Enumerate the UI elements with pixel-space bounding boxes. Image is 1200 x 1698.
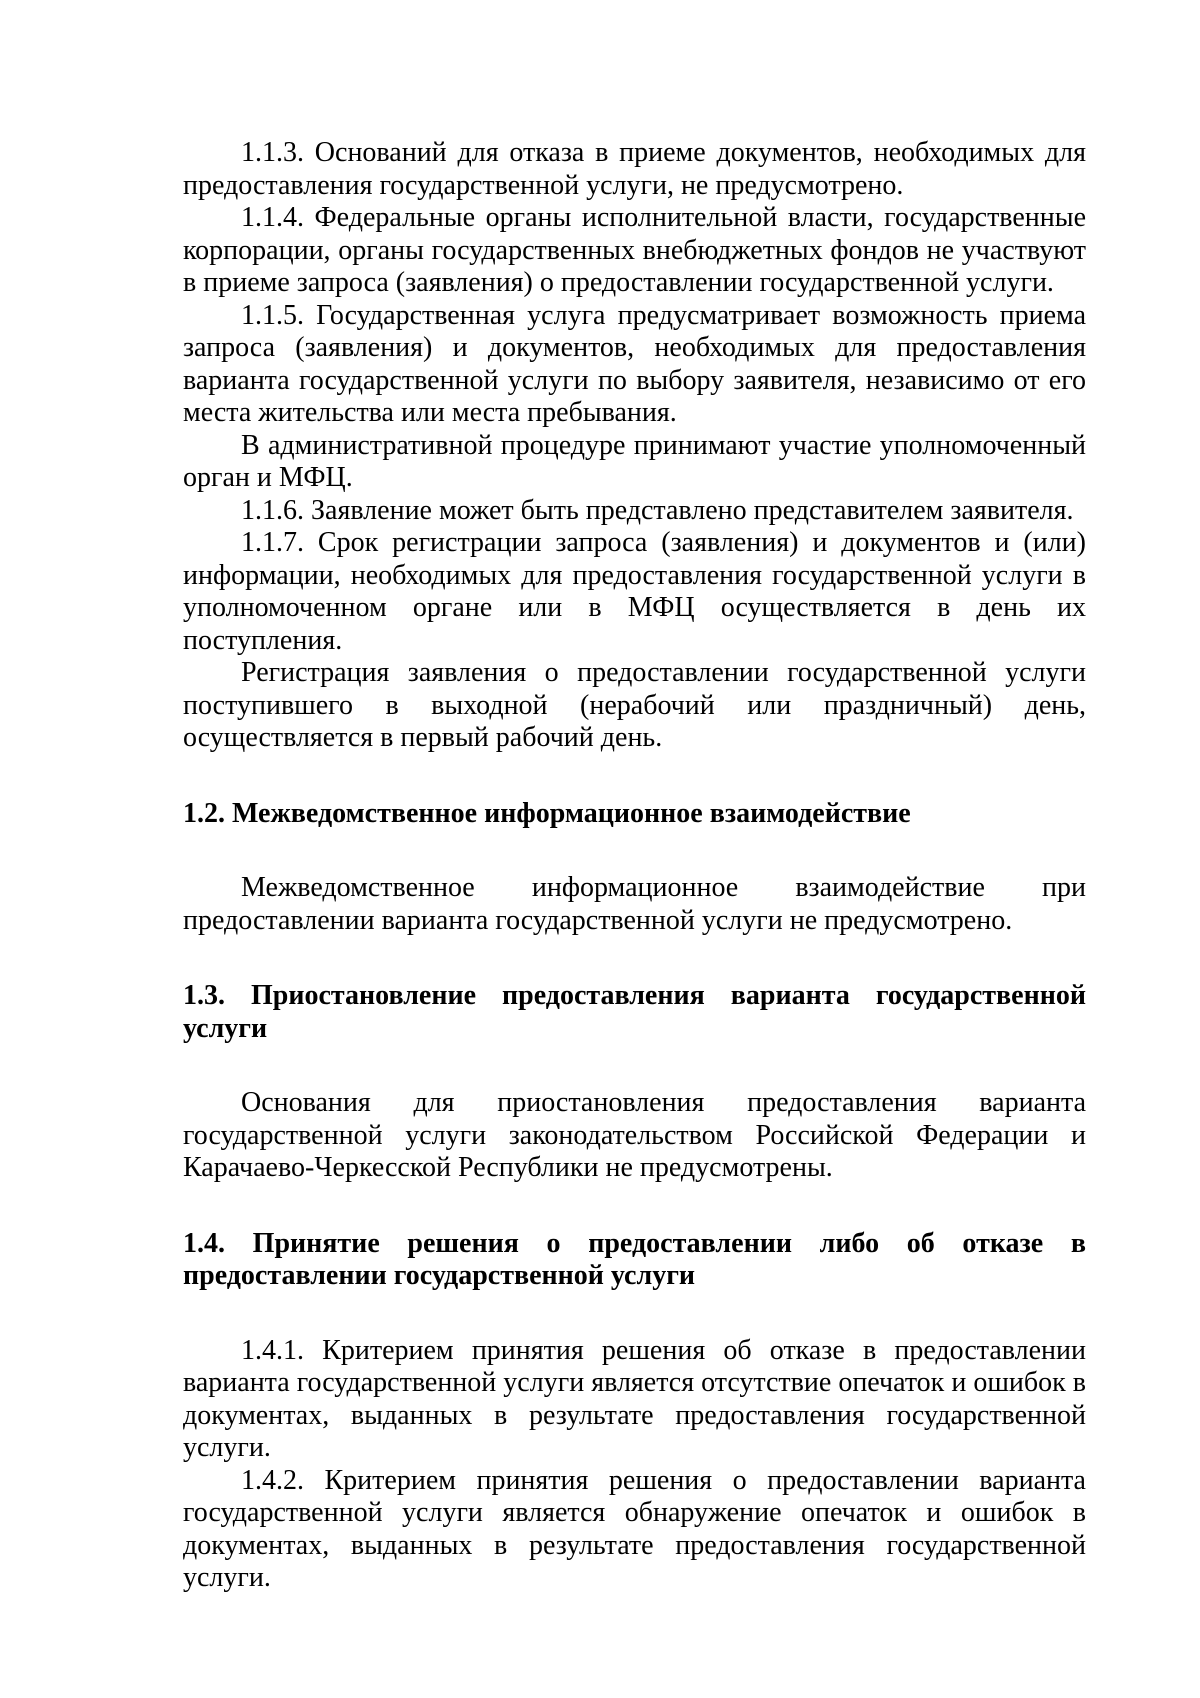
paragraph-1-1-3: 1.1.3. Оснований для отказа в приеме документов, необходимых для предоставления государственной услуги, не предусмотрено. — [183, 137, 1086, 201]
section-heading-1-4: 1.4. Принятие решения о предоставлении либо об отказе в предоставлении государственной услуги — [183, 1227, 1086, 1291]
paragraph-1-1-6: 1.1.6. Заявление может быть представлено представителем заявителя. — [241, 494, 1074, 526]
document-body — [183, 137, 1086, 1595]
paragraph-registration: Регистрация заявления о предоставлении государственной услуги поступившего в выходной (нерабочий или праздничный) день, осуществляется в первый рабочий день. — [183, 657, 1086, 753]
section-1-4 — [183, 1228, 1086, 1595]
section-1-3 — [183, 980, 1086, 1185]
paragraph-admin-procedure: В административной процедуре принимают участие уполномоченный орган и МФЦ. — [183, 429, 1086, 493]
section-heading-1-3: 1.3. Приостановление предоставления варианта государственной услуги — [183, 980, 1086, 1044]
paragraph-1-4-2: 1.4.2. Критерием принятия решения о предоставлении варианта государственной услуги является обнаружение опечаток и ошибок в документах, выданных в результате предоставления государственной услуги. — [183, 1464, 1086, 1593]
section-1-2 — [183, 798, 1086, 938]
paragraph-1-1-5: 1.1.5. Государственная услуга предусматривает возможность приема запроса (заявления) и документов, необходимых для предоставления варианта государственной услуги по выбору заявителя, независимо от его места жительства или места пребывания. — [183, 299, 1086, 428]
paragraph-1-1-7: 1.1.7. Срок регистрации запроса (заявления) и документов и (или) информации, необходимых для предоставления государственной услуги в уполномоченном органе или в МФЦ осуществляется в день их поступления. — [183, 527, 1086, 656]
section-1-3-paragraph: Основания для приостановления предоставления варианта государственной услуги законодательством Российской Федерации и Карачаево-Черкесской Республики не предусмотрены. — [183, 1087, 1086, 1183]
paragraph-1-1-4: 1.1.4. Федеральные органы исполнительной власти, государственные корпорации, органы государственных внебюджетных фондов не участвуют в приеме запроса (заявления) о предоставлении государственной услуги. — [183, 202, 1086, 298]
paragraph-1-4-1: 1.4.1. Критерием принятия решения об отказе в предоставлении варианта государственной услуги является отсутствие опечаток и ошибок в документах, выданных в результате предоставления государственной услуги. — [183, 1334, 1086, 1463]
section-heading-1-2: 1.2. Межведомственное информационное взаимодействие — [183, 797, 911, 829]
section-1-2-paragraph: Межведомственное информационное взаимодействие при предоставлении варианта государственной услуги не предусмотрено. — [183, 872, 1086, 936]
